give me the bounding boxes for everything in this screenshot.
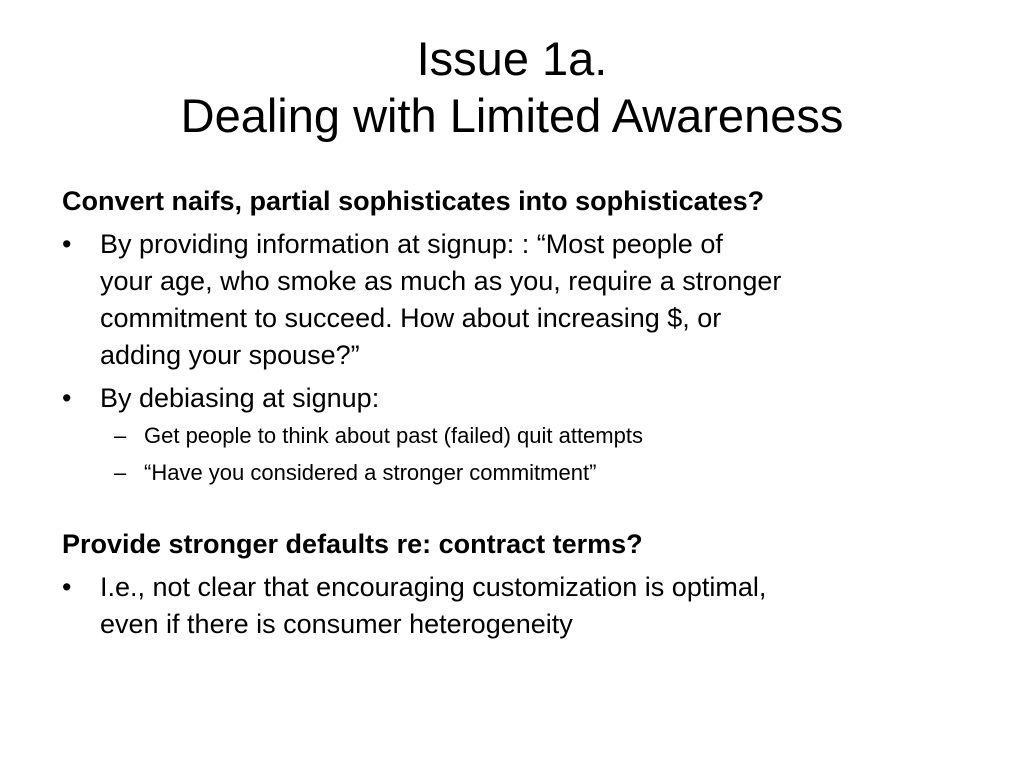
subbullet-text: Get people to think about past (failed) quit attempts xyxy=(144,423,643,448)
bullet-line: even if there is consumer heterogeneity xyxy=(100,609,573,639)
subbullet-text: “Have you considered a stronger commitment” xyxy=(144,460,597,485)
slide-body xyxy=(62,182,982,643)
subbullet-stronger-commitment xyxy=(62,454,982,491)
title-line-1: Issue 1a. xyxy=(416,32,608,85)
bullet-marker: • xyxy=(62,572,72,602)
bullet-line: By debiasing at signup: xyxy=(100,383,380,413)
slide-title xyxy=(0,30,1024,144)
bullet-line: your age, who smoke as much as you, require a stronger xyxy=(100,266,782,296)
subbullet-marker: – xyxy=(114,423,127,448)
bullet-line: By providing information at signup: : “Most people of xyxy=(100,229,723,259)
bullet-customization xyxy=(62,569,982,643)
bullet-providing-information xyxy=(62,226,982,374)
section-heading-stronger-defaults: Provide stronger defaults re: contract terms? xyxy=(62,529,643,559)
title-line-2: Dealing with Limited Awareness xyxy=(180,89,844,142)
bullet-line: I.e., not clear that encouraging customization is optimal, xyxy=(100,572,767,602)
subbullet-marker: – xyxy=(114,460,127,485)
section-heading-convert-naifs: Convert naifs, partial sophisticates into sophisticates? xyxy=(62,186,765,216)
bullet-line: commitment to succeed. How about increasing $, or xyxy=(100,303,722,333)
bullet-line: adding your spouse?” xyxy=(100,340,360,370)
subbullet-past-quit-attempts xyxy=(62,417,982,454)
bullet-marker: • xyxy=(62,383,72,413)
bullet-marker: • xyxy=(62,229,72,259)
bullet-debiasing xyxy=(62,380,982,417)
